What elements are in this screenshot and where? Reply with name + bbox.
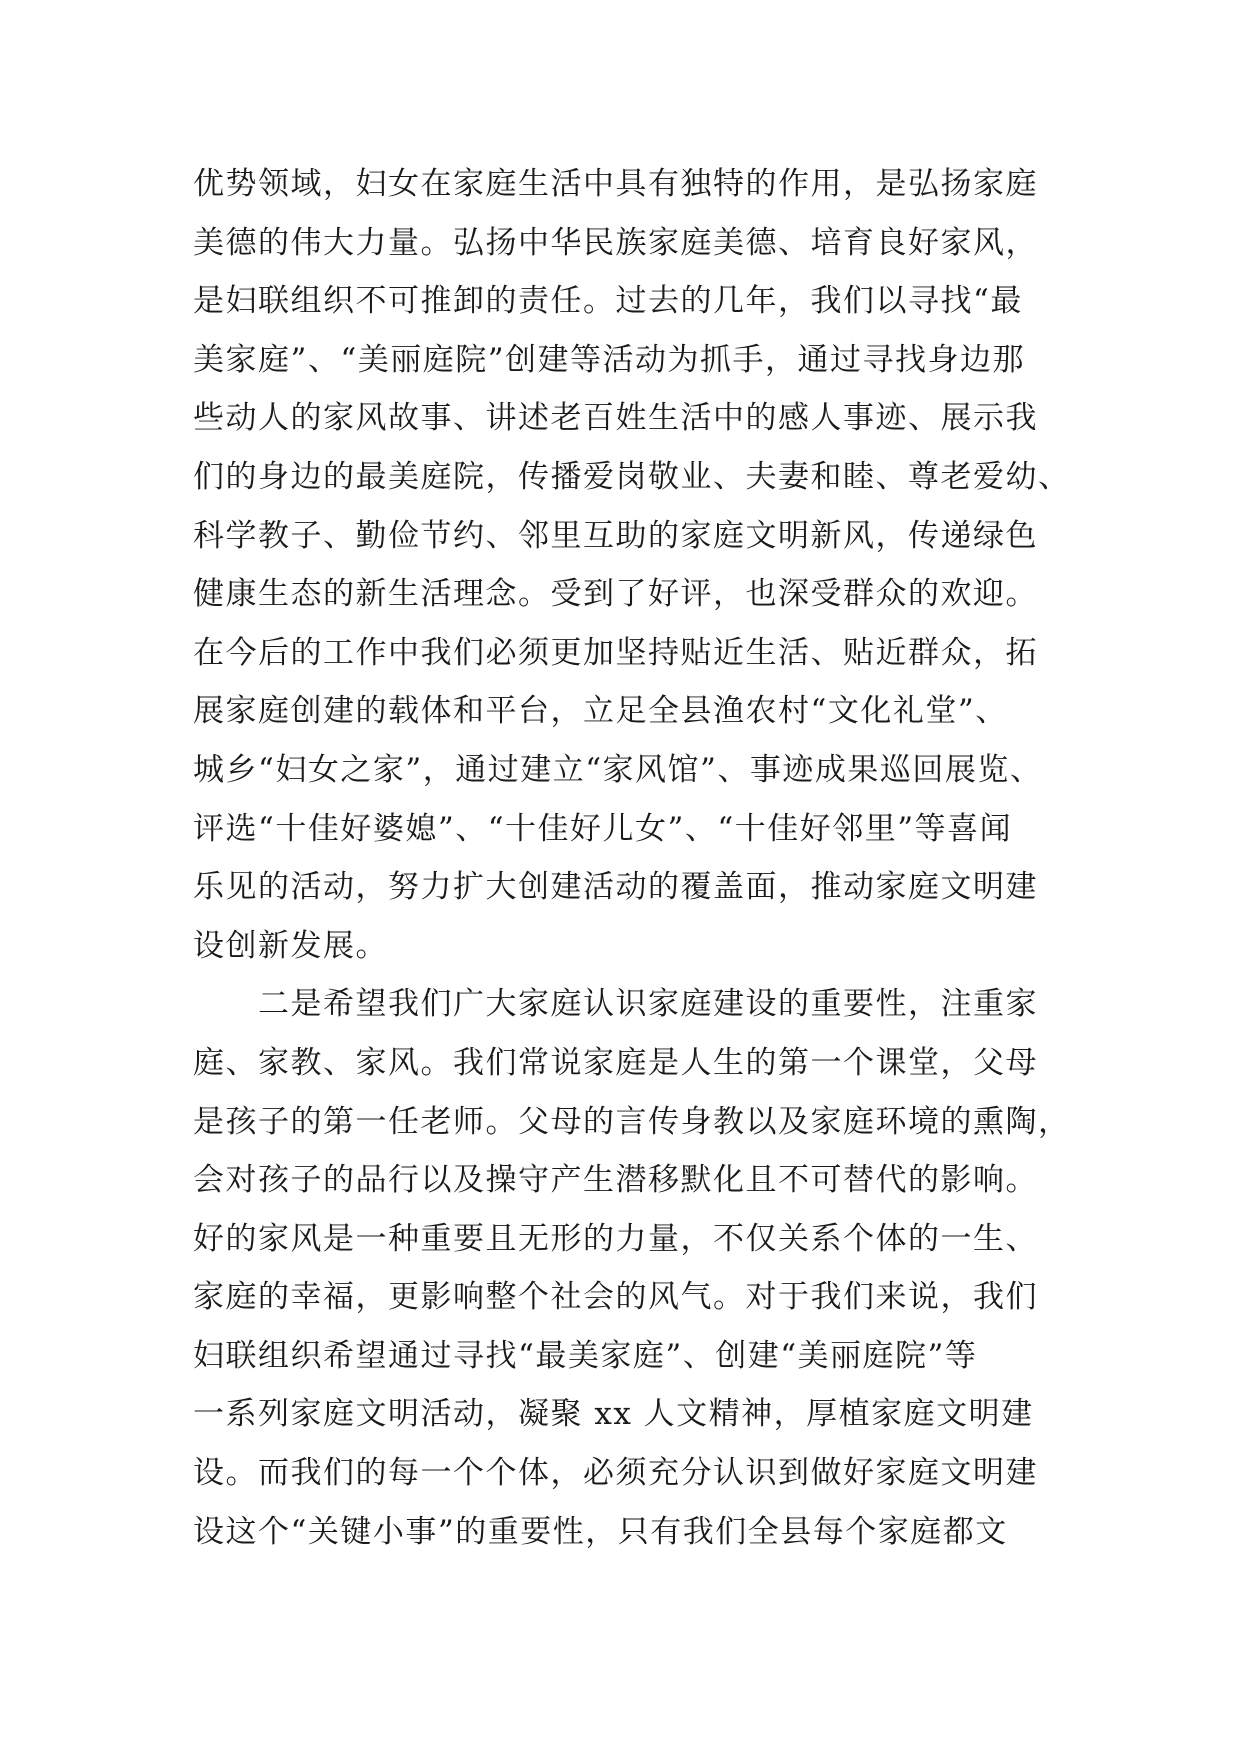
text-line: 美家庭”、“美丽庭院”创建等活动为抓手，通过寻找身边那 xyxy=(193,341,1026,378)
text-line: 好的家风是一种重要且无形的力量，不仅关系个体的一生、 xyxy=(193,1220,1038,1257)
text-line: 乐见的活动，努力扩大创建活动的覆盖面，推动家庭文明建 xyxy=(193,869,1038,906)
text-line: 们的身边的最美庭院，传播爱岗敬业、夫妻和睦、尊老爱幼、 xyxy=(193,458,1071,495)
text-line: 优势领域，妇女在家庭生活中具有独特的作用，是弘扬家庭 xyxy=(193,166,1038,202)
text-line: 设这个“关键小事”的重要性，只有我们全县每个家庭都文 xyxy=(193,1513,1008,1550)
text-line: 健康生态的新生活理念。受到了好评，也深受群众的欢迎。 xyxy=(193,576,1038,613)
body-text xyxy=(193,155,1073,1561)
paragraph-start-line: 二是希望我们广大家庭认识家庭建设的重要性，注重家 xyxy=(193,986,1038,1023)
text-line: 些动人的家风故事、讲述老百姓生活中的感人事迹、展示我 xyxy=(193,400,1038,437)
text-line: 妇联组织希望通过寻找“最美家庭”、创建“美丽庭院”等 xyxy=(193,1337,978,1374)
text-line: 是孩子的第一任老师。父母的言传身教以及家庭环境的熏陶， xyxy=(193,1103,1071,1140)
text-line: 是妇联组织不可推卸的责任。过去的几年，我们以寻找“最 xyxy=(193,283,1023,320)
text-line: 设创新发展。 xyxy=(193,927,388,964)
text-line: 会对孩子的品行以及操守产生潜移默化且不可替代的影响。 xyxy=(193,1162,1038,1199)
text-line: 美德的伟大力量。弘扬中华民族家庭美德、培育良好家风， xyxy=(193,224,1038,261)
text-line: 展家庭创建的载体和平台，立足全县渔农村“文化礼堂”、 xyxy=(193,693,1008,730)
text-line: 庭、家教、家风。我们常说家庭是人生的第一个课堂，父母 xyxy=(193,1044,1038,1081)
text-line: 城乡“妇女之家”，通过建立“家风馆”、事迹成果巡回展览、 xyxy=(193,751,1043,788)
text-line: 科学教子、勤俭节约、邻里互助的家庭文明新风，传递绿色 xyxy=(193,517,1038,554)
text-line: 评选“十佳好婆媳”、“十佳好儿女”、“十佳好邻里”等喜闻 xyxy=(193,810,1013,847)
text-line: 设。而我们的每一个个体，必须充分认识到做好家庭文明建 xyxy=(193,1455,1038,1492)
text-line: 在今后的工作中我们必须更加坚持贴近生活、贴近群众，拓 xyxy=(193,634,1038,671)
text-line: 家庭的幸福，更影响整个社会的风气。对于我们来说，我们 xyxy=(193,1279,1038,1316)
text-line: 一系列家庭文明活动，凝聚 xx 人文精神，厚植家庭文明建 xyxy=(193,1396,1034,1433)
